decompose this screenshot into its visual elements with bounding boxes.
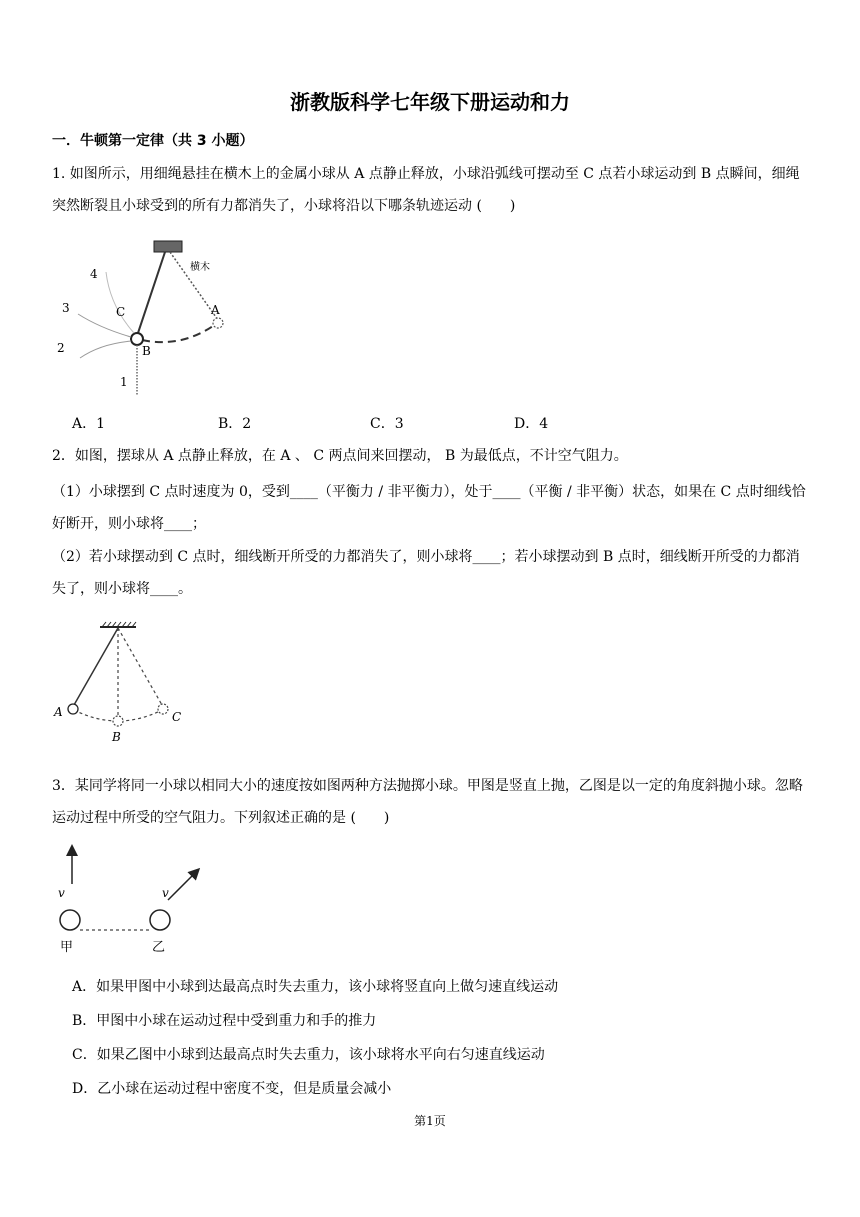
q1-option-b[interactable]: B．2 bbox=[218, 416, 252, 432]
string-solid bbox=[137, 252, 165, 336]
beam bbox=[154, 241, 182, 252]
path-label-2: 2 bbox=[57, 341, 65, 355]
label-yi: 乙 bbox=[152, 940, 166, 955]
pendulum-diagram-q1 bbox=[50, 236, 240, 398]
beam-label: 横木 bbox=[190, 262, 210, 273]
arrow-diagonal bbox=[168, 870, 198, 900]
q3-option-d[interactable]: D．乙小球在运动过程中密度不变，但是质量会减小 bbox=[72, 1081, 392, 1097]
q3-option-c[interactable]: C．如果乙图中小球到达最高点时失去重力，该小球将水平向右匀速直线运动 bbox=[72, 1047, 545, 1063]
label-b: B bbox=[112, 730, 121, 744]
path-label-3: 3 bbox=[62, 301, 70, 315]
q3-option-b[interactable]: B．甲图中小球在运动过程中受到重力和手的推力 bbox=[72, 1013, 377, 1029]
swing-arc bbox=[142, 326, 213, 342]
v-label-right: v bbox=[162, 886, 169, 900]
question-3-text: 3．某同学将同一小球以相同大小的速度按如图两种方法抛掷小球。甲图是竖直上抛，乙图是以一定的角度斜抛小球。忽略运动过程中所受的空气阻力。下列叙述正确的是 ( ) bbox=[52, 778, 803, 826]
ball-b bbox=[113, 716, 123, 726]
label-c: C bbox=[172, 710, 182, 724]
point-label-b: B bbox=[142, 344, 151, 358]
section-heading: 一．牛顿第一定律（共 3 小题） bbox=[52, 133, 254, 149]
label-jia: 甲 bbox=[60, 940, 74, 955]
q1-option-c[interactable]: C．3 bbox=[370, 416, 404, 432]
path-4 bbox=[106, 272, 134, 333]
q1-option-a[interactable]: A．1 bbox=[72, 416, 106, 432]
question-2-text: 2．如图，摆球从 A 点静止释放，在 A 、 C 两点间来回摆动， B 为最低点，不计空气阻力。 bbox=[52, 448, 628, 464]
ball-yi bbox=[150, 910, 170, 930]
point-label-c: C bbox=[116, 305, 126, 319]
ball-a bbox=[213, 318, 223, 328]
point-label-a: A bbox=[211, 303, 220, 317]
question-1-text: 1. 如图所示，用细绳悬挂在横木上的金属小球从 A 点静止释放，小球沿弧线可摆动至 C 点若小球运动到 B 点瞬间，细绳突然断裂且小球受到的所有力都消失了，小球将沿以下哪条轨迹运动 ( ) bbox=[52, 166, 800, 214]
ball-c bbox=[158, 704, 168, 714]
ball-jia bbox=[60, 910, 80, 930]
pendulum-diagram-q2 bbox=[50, 620, 195, 745]
page-footer: 第1页 bbox=[414, 1114, 446, 1128]
question-2-part-1: （1）小球摆到 C 点时速度为 0，受到____（平衡力 / 非平衡力），处于____（平衡 / 非平衡）状态，如果在 C 点时细线恰好断开，则小球将____； bbox=[52, 484, 806, 532]
question-1-options bbox=[72, 413, 632, 433]
throw-diagram-q3 bbox=[50, 842, 210, 957]
v-label-left: v bbox=[58, 886, 65, 900]
string-c bbox=[118, 628, 162, 705]
path-2 bbox=[80, 341, 131, 358]
question-2-part-2: （2）若小球摆动到 C 点时，细线断开所受的力都消失了，则小球将____；若小球摆动到 B 点时，细线断开所受的力都消失了，则小球将____。 bbox=[52, 549, 800, 597]
path-label-1: 1 bbox=[120, 375, 128, 389]
string-a bbox=[74, 628, 118, 705]
ball-a bbox=[68, 704, 78, 714]
label-a: A bbox=[54, 705, 63, 719]
q1-option-d[interactable]: D．4 bbox=[514, 416, 549, 432]
path-label-4: 4 bbox=[90, 267, 98, 281]
page-title: 浙教版科学七年级下册运动和力 bbox=[290, 90, 570, 114]
q3-option-a[interactable]: A．如果甲图中小球到达最高点时失去重力，该小球将竖直向上做匀速直线运动 bbox=[72, 979, 559, 995]
